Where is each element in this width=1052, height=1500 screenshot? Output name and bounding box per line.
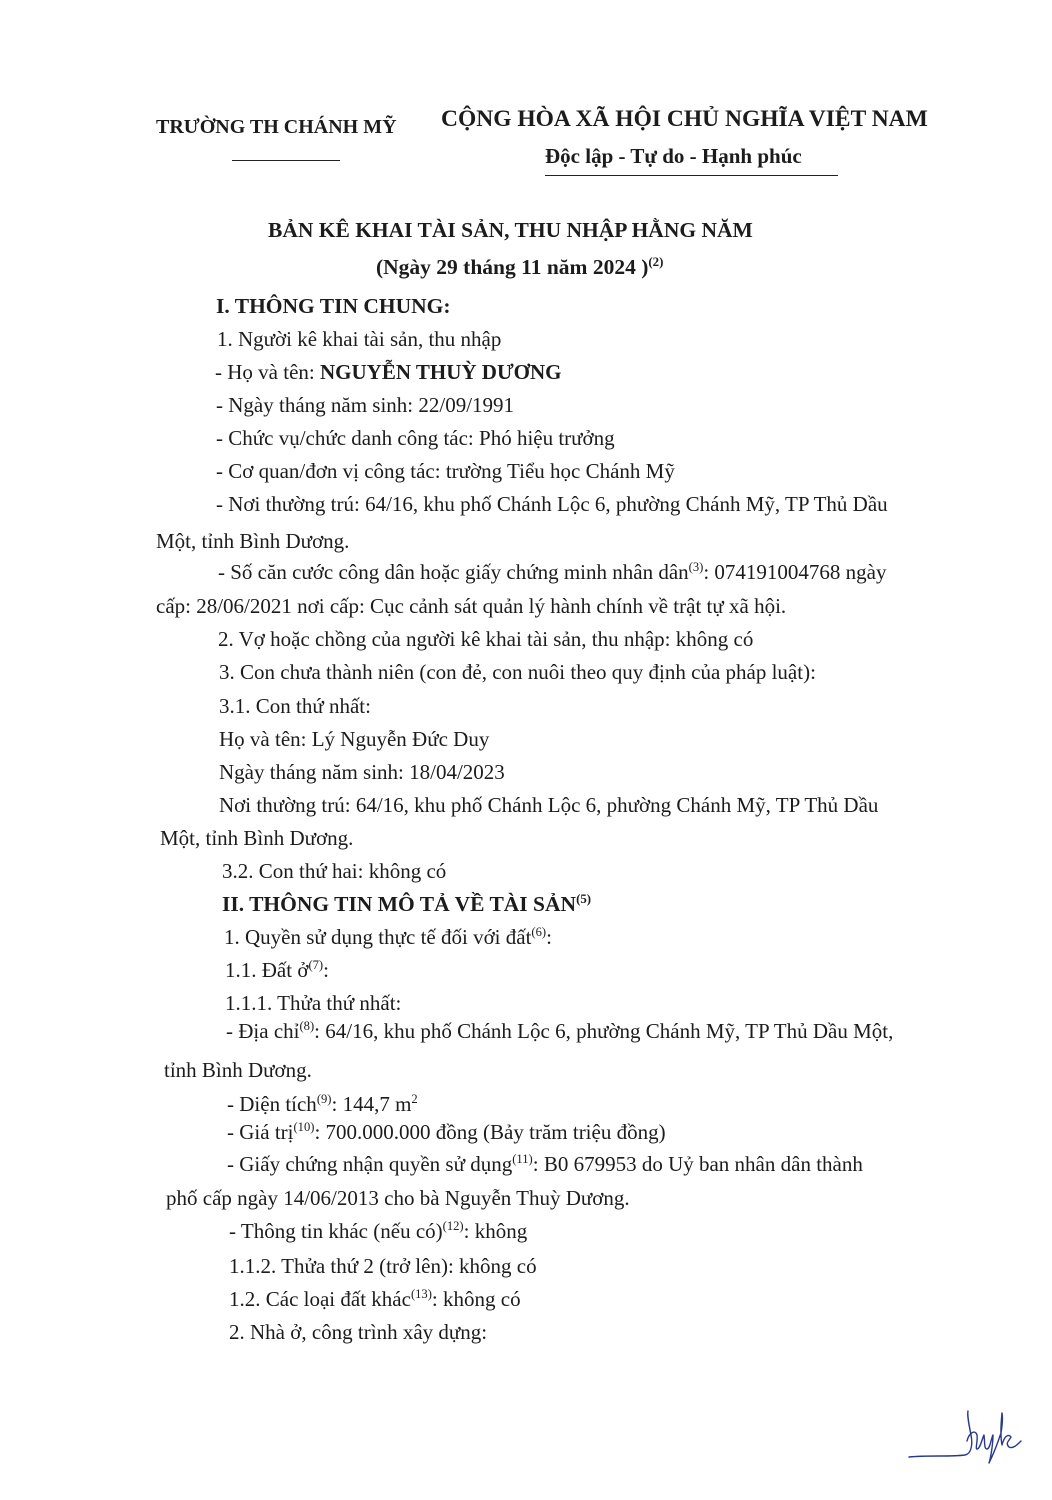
child-2-info: 3.2. Con thứ hai: không có [222,859,447,883]
child-1-dob: Ngày tháng năm sinh: 18/04/2023 [219,760,505,784]
plot-1-certificate-cont: phố cấp ngày 14/06/2013 cho bà Nguyễn Thuỳ Dương. [166,1186,630,1210]
declarant-residence-cont: Một, tỉnh Bình Dương. [156,529,350,553]
declarant-residence: - Nơi thường trú: 64/16, khu phố Chánh Lộc 6, phường Chánh Mỹ, TP Thủ Dầu [216,492,888,516]
child-1-residence: Nơi thường trú: 64/16, khu phố Chánh Lộc 6, phường Chánh Mỹ, TP Thủ Dầu [219,793,879,817]
declarant-position: - Chức vụ/chức danh công tác: Phó hiệu trưởng [216,426,615,450]
child-1-heading: 3.1. Con thứ nhất: [219,694,371,718]
declarant-dob: - Ngày tháng năm sinh: 22/09/1991 [216,393,515,417]
other-land-types: 1.2. Các loại đất khác$^{(13)}$: không có [229,1287,521,1311]
plot-1-other-info: - Thông tin khác (nếu có)$^{(12)}$: không [229,1219,528,1243]
spouse-info: 2. Vợ hoặc chồng của người kê khai tài sản, thu nhập: không có [218,627,754,651]
child-1-residence-cont: Một, tỉnh Bình Dương. [160,826,354,850]
section-1-heading: I. THÔNG TIN CHUNG: [216,294,451,318]
plot-1-address: - Địa chỉ$^{(8)}$: 64/16, khu phố Chánh Lộc 6, phường Chánh Mỹ, TP Thủ Dầu Một, [226,1019,894,1043]
document-title: BẢN KÊ KHAI TÀI SẢN, THU NHẬP HẰNG NĂM [268,218,753,242]
declarant-agency: - Cơ quan/đơn vị công tác: trường Tiểu học Chánh Mỹ [216,459,675,483]
plot-2-info: 1.1.2. Thửa thứ 2 (trở lên): không có [229,1254,537,1278]
nation-title: CỘNG HÒA XÃ HỘI CHỦ NGHĨA VIỆT NAM [441,106,928,132]
handwritten-signature [905,1405,1035,1475]
plot-1-address-cont: tỉnh Bình Dương. [164,1058,312,1082]
plot-1-certificate: - Giấy chứng nhận quyền sử dụng$^{(11)}$: B0 679953 do Uỷ ban nhân dân thành [227,1152,863,1176]
document-date: (Ngày 29 tháng 11 năm 2024 )$^{(2)}$ [376,254,664,279]
nation-motto: Độc lập - Tự do - Hạnh phúc [545,144,802,168]
school-underline [232,160,340,161]
children-info: 3. Con chưa thành niên (con đẻ, con nuôi theo quy định của pháp luật): [219,660,816,684]
motto-underline [545,175,838,176]
declarant-name: - Họ và tên: NGUYỄN THUỲ DƯƠNG [215,360,562,384]
child-1-name: Họ và tên: Lý Nguyễn Đức Duy [219,727,490,751]
plot-1-value: - Giá trị$^{(10)}$: 700.000.000 đồng (Bảy trăm triệu đồng) [227,1120,666,1144]
residential-land: 1.1. Đất ở$^{(7)}$: [225,958,329,982]
declarant-id: - Số căn cước công dân hoặc giấy chứng minh nhân dân$^{(3)}$: 074191004768 ngày [218,560,887,584]
land-use-rights: 1. Quyền sử dụng thực tế đối với đất$^{(6)}$: [224,925,552,949]
plot-1-area: - Diện tích$^{(9)}$: 144,7 $m^2$ [227,1092,418,1116]
declarant-id-cont: cấp: 28/06/2021 nơi cấp: Cục cảnh sát quản lý hành chính về trật tự xã hội. [156,594,787,618]
school-name: TRƯỜNG TH CHÁNH MỸ [156,116,397,138]
declarant-item: 1. Người kê khai tài sản, thu nhập [217,327,502,351]
section-2-heading: II. THÔNG TIN MÔ TẢ VỀ TÀI SẢN$^{(5)}$ [222,891,592,916]
plot-1-heading: 1.1.1. Thửa thứ nhất: [225,991,402,1015]
house-construction: 2. Nhà ở, công trình xây dựng: [229,1320,488,1344]
